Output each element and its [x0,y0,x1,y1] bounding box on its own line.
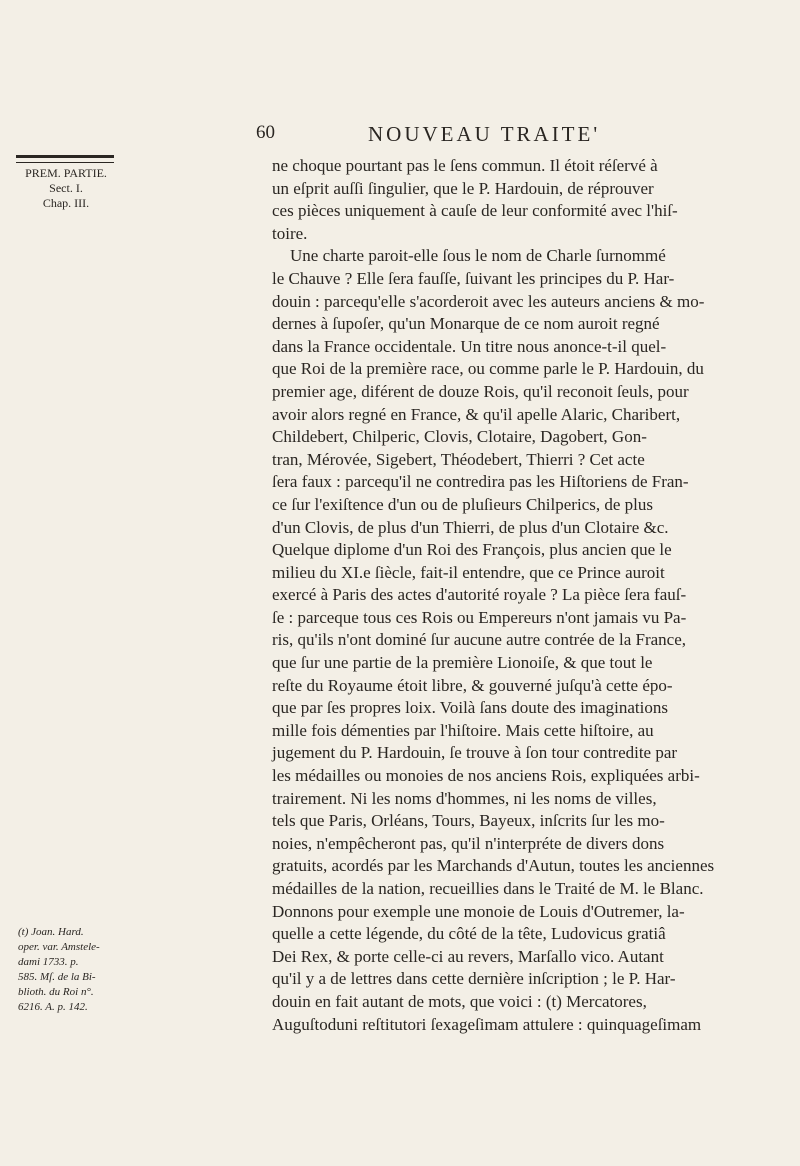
text-line: noies, n'empêcheront pas, qu'il n'interpréte de divers dons [272,833,665,853]
footnote-line: (t) Joan. Hard. [18,926,84,938]
text-line: que Roi de la première race, ou comme parle le P. Hardouin, du [272,359,704,379]
text-line: que ſur une partie de la première Lionoiſe, & que tout le [272,653,653,673]
text-line: Quelque diplome d'un Roi des François, plus ancien que le [272,540,672,560]
text-line: qu'il y a de lettres dans cette dernière inſcription ; le P. Har- [272,969,676,989]
page-number: 60 [256,122,275,143]
text-line: mille fois démenties par l'hiſtoire. Mais cette hiſtoire, au [272,720,654,740]
text-line: toire. [272,223,308,243]
text-line: tran, Mérovée, Sigebert, Théodebert, Thierri ? Cet acte [272,449,645,469]
text-line: Childebert, Chilperic, Clovis, Clotaire, Dagobert, Gon- [272,427,647,447]
text-line: tels que Paris, Orléans, Tours, Bayeux, inſcrits ſur les mo- [272,811,665,831]
footnote-line: 6216. A. p. 142. [18,1001,88,1013]
chapter-label: Chap. III. [42,196,90,210]
text-line: Une charte paroit-elle ſous le nom de Charle ſurnommé [290,246,666,266]
text-line: médailles de la nation, recueillies dans le Traité de M. le Blanc. [272,879,704,898]
text-line: trairement. Ni les noms d'hommes, ni les noms de villes, [272,788,657,808]
text-line: milieu du XI.e ſiècle, fait-il entendre, que ce Prince auroit [272,562,665,582]
marginal-rule-thin [16,162,114,163]
body-text [272,155,794,1036]
text-line: reſte du Royaume étoit libre, & gouverné juſqu'à cette épo- [272,675,673,695]
text-line: ne choque pourtant pas le ſens commun. Il étoit réſervé à [272,156,658,175]
text-line: exercé à Paris des actes d'autorité royale ? La pièce ſera fauſ- [272,585,687,605]
part-label: PREM. PARTIE. [25,166,107,180]
text-line: ſe : parceque tous ces Rois ou Empereurs n'ont jamais vu Pa- [272,607,687,627]
text-line: que par ſes propres loix. Voilà ſans doute des imaginations [272,698,668,718]
text-line: Auguſtoduni reſtitutori ſexageſimam attulere : quinquageſimam [272,1014,702,1034]
text-line: Dei Rex, & porte celle-ci au revers, Marſallo vico. Autant [272,946,664,966]
text-line: ris, qu'ils n'ont dominé ſur aucune autre contrée de la France, [272,630,686,650]
text-line: avoir alors regné en France, & qu'il apelle Alaric, Charibert, [272,404,681,424]
footnote-line: dami 1733. p. [18,956,79,968]
text-line: les médailles ou monoies de nos anciens Rois, expliquées arbi- [272,766,700,786]
text-line: douin en fait autant de mots, que voici : (t) Mercatores, [272,991,647,1011]
text-line: ce ſur l'exiſtence d'un ou de pluſieurs Chilperics, de plus [272,494,653,514]
text-line: dans la France occidentale. Un titre nous anonce-t-il quel- [272,336,667,356]
text-line: douin : parcequ'elle s'acorderoit avec les auteurs anciens & mo- [272,291,705,311]
section-label: Sect. I. [49,181,83,195]
text-line: premier age, diférent de douze Rois, qu'il reconoit ſeuls, pour [272,381,689,401]
text-line: dernes à ſupoſer, qu'un Monarque de ce nom auroit regné [272,314,660,334]
marginal-rule-thick [16,155,114,158]
footnote-line: 585. Mſ. de la Bi- [18,971,96,983]
text-line: d'un Clovis, de plus d'un Thierri, de plus d'un Clotaire &c. [272,517,669,537]
text-line: gratuits, acordés par les Marchands d'Autun, toutes les anciennes [272,856,715,876]
text-line: le Chauve ? Elle ſera fauſſe, ſuivant les principes du P. Har- [272,268,675,288]
text-line: ces pièces uniquement à cauſe de leur conformité avec l'hiſ- [272,201,678,221]
text-line: Donnons pour exemple une monoie de Louis d'Outremer, la- [272,901,685,921]
page-header [256,122,796,152]
text-line: ſera faux : parcequ'il ne contredira pas les Hiſtoriens de Fran- [272,472,689,492]
footnote-line: blioth. du Roi n°. [18,986,94,998]
text-line: jugement du P. Hardouin, ſe trouve à ſon tour contredite par [272,743,678,763]
section-marginalia [16,155,116,211]
footnote-line: oper. var. Amstele- [18,941,100,953]
footnote-marginalia [18,925,118,1015]
text-line: quelle a cette légende, du côté de la tête, Ludovicus gratiâ [272,924,666,944]
running-title: NOUVEAU TRAITE' [368,122,601,146]
text-line: un eſprit auſſi ſingulier, que le P. Hardouin, de réprouver [272,178,654,198]
